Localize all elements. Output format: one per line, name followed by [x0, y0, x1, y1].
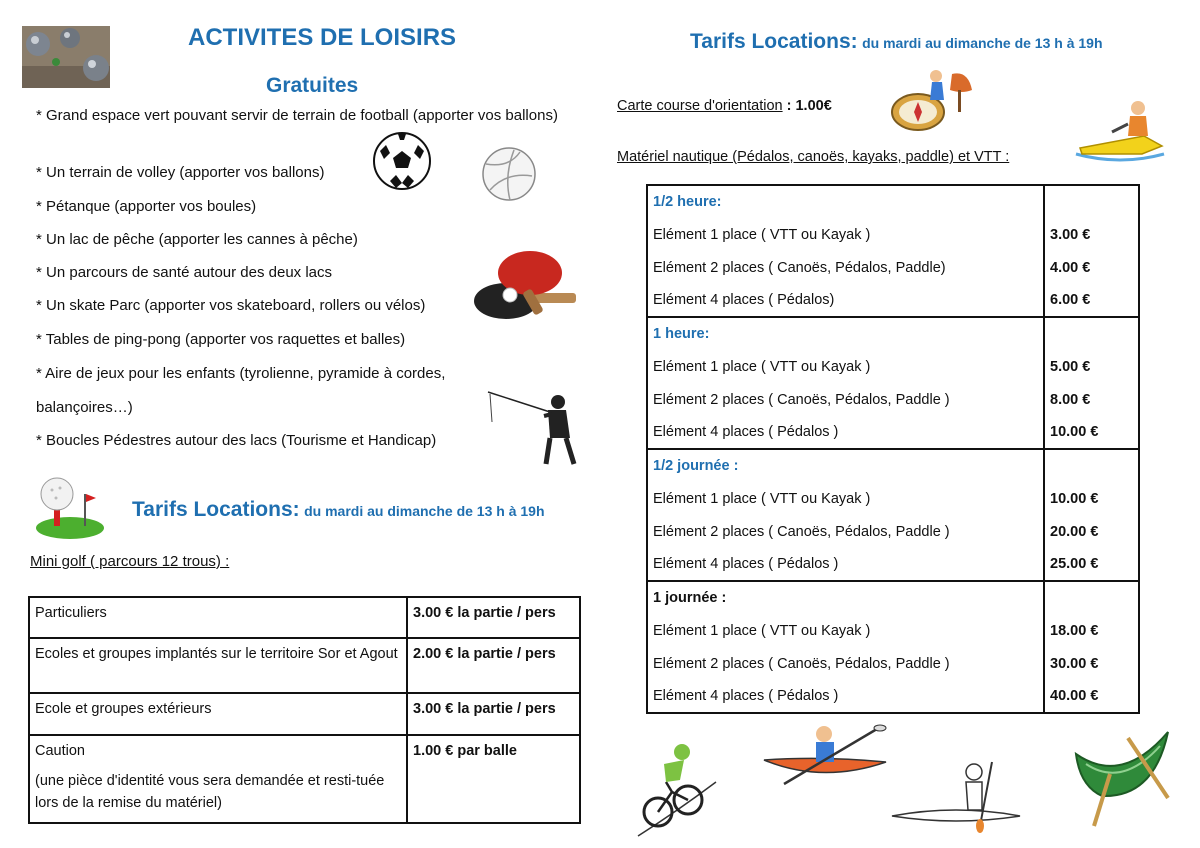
section-title-gratuites: Gratuites: [266, 74, 359, 97]
table-cell-empty: [1044, 581, 1139, 614]
table-cell-label: Elément 1 place ( VTT ou Kayak ): [647, 350, 1044, 383]
table-cell-price: 20.00 €: [1044, 515, 1139, 548]
table-cell-label: Elément 1 place ( VTT ou Kayak ): [647, 614, 1044, 647]
table-cell-label: Elément 1 place ( VTT ou Kayak ): [647, 482, 1044, 515]
table-row: [647, 251, 1139, 284]
table-cell-price: 25.00 €: [1044, 548, 1139, 581]
table-row: [29, 693, 580, 735]
caution-label: Caution: [35, 743, 85, 759]
table-cell-price: 3.00 €: [1044, 218, 1139, 251]
soccer-ball-icon: [372, 131, 432, 191]
list-item: * Un terrain de volley (apporter vos ballons): [36, 164, 325, 181]
nautique-table: [646, 184, 1140, 714]
table-cell-empty: [1044, 449, 1139, 482]
minigolf-table: [28, 596, 581, 824]
orientation-line: [617, 98, 832, 114]
table-cell-label: Elément 4 places ( Pédalos ): [647, 416, 1044, 449]
table-cell-price: 18.00 €: [1044, 614, 1139, 647]
golf-icon: [34, 476, 106, 540]
orientation-compass-icon: [888, 64, 978, 132]
tarifs-title: Tarifs Locations:: [132, 498, 300, 521]
list-item: * Grand espace vert pouvant servir de terrain de football (apporter vos ballons): [36, 107, 558, 124]
table-cell-label: Elément 2 places ( Canoës, Pédalos, Paddle ): [647, 647, 1044, 680]
table-row: [647, 680, 1139, 713]
table-row: [647, 317, 1139, 350]
table-cell-price: 2.00 € la partie / pers: [407, 638, 580, 693]
table-cell-price: 4.00 €: [1044, 251, 1139, 284]
duration-header: 1 heure:: [647, 317, 1044, 350]
table-row: [647, 482, 1139, 515]
paddle-icon: [888, 760, 1024, 834]
canoe-icon: [1072, 730, 1176, 828]
table-row: [29, 638, 580, 693]
table-cell-price: 8.00 €: [1044, 383, 1139, 416]
table-row: [29, 735, 580, 823]
table-cell-price: 1.00 € par balle: [407, 735, 580, 823]
list-item: * Boucles Pédestres autour des lacs (Tourisme et Handicap): [36, 432, 437, 449]
table-row: [647, 416, 1139, 449]
list-item: balançoires…): [36, 399, 133, 416]
kayak-icon: [762, 722, 888, 788]
orientation-price: : 1.00€: [786, 98, 832, 114]
table-row: [647, 284, 1139, 317]
table-cell-empty: [1044, 185, 1139, 218]
table-cell-label: Elément 4 places ( Pédalos ): [647, 548, 1044, 581]
table-cell-price: 10.00 €: [1044, 416, 1139, 449]
table-row: [29, 597, 580, 638]
table-cell-label: Elément 4 places ( Pédalos ): [647, 680, 1044, 713]
jet-ski-icon: [1072, 96, 1168, 166]
table-row: [647, 218, 1139, 251]
table-row: [647, 383, 1139, 416]
fisherman-icon: [486, 386, 580, 466]
table-cell-price: 6.00 €: [1044, 284, 1139, 317]
list-item: * Un parcours de santé autour des deux lacs: [36, 264, 333, 281]
list-item: * Un skate Parc (apporter vos skateboard, rollers ou vélos): [36, 297, 426, 314]
duration-header: 1 journée :: [647, 581, 1044, 614]
table-row: [647, 647, 1139, 680]
table-row: [647, 515, 1139, 548]
petanque-icon: [22, 26, 110, 88]
table-cell-price: 40.00 €: [1044, 680, 1139, 713]
tarifs-hours: du mardi au dimanche de 13 h à 19h: [304, 503, 545, 519]
tarifs-heading-right: [690, 30, 1103, 54]
tarifs-hours: du mardi au dimanche de 13 h à 19h: [862, 35, 1103, 51]
table-row: [647, 350, 1139, 383]
list-item: * Un lac de pêche (apporter les cannes à pêche): [36, 231, 358, 248]
list-item: * Aire de jeux pour les enfants (tyrolienne, pyramide à cordes,: [36, 365, 446, 382]
list-item: * Tables de ping-pong (apporter vos raquettes et balles): [36, 331, 406, 348]
table-cell-label: Elément 1 place ( VTT ou Kayak ): [647, 218, 1044, 251]
caution-note: (une pièce d'identité vous sera demandée et resti-tuée lors de la remise du matériel): [35, 773, 385, 811]
duration-header: 1/2 heure:: [647, 185, 1044, 218]
table-cell-price: 5.00 €: [1044, 350, 1139, 383]
table-cell-label: Elément 2 places ( Canoës, Pédalos, Paddle): [647, 251, 1044, 284]
nautique-label: Matériel nautique (Pédalos, canoës, kayaks, paddle) et VTT :: [617, 149, 1010, 165]
table-cell-label: [29, 735, 407, 823]
table-cell-label: Ecoles et groupes implantés sur le territoire Sor et Agout: [29, 638, 407, 693]
table-cell-price: 3.00 € la partie / pers: [407, 693, 580, 735]
table-row: [647, 449, 1139, 482]
table-row: [647, 614, 1139, 647]
orientation-label: Carte course d'orientation: [617, 98, 783, 114]
table-cell-label: Elément 2 places ( Canoës, Pédalos, Paddle ): [647, 515, 1044, 548]
minigolf-label: Mini golf ( parcours 12 trous) :: [30, 553, 230, 570]
volleyball-icon: [480, 146, 538, 202]
page-title: ACTIVITES DE LOISIRS: [188, 24, 457, 51]
cyclist-icon: [636, 742, 720, 838]
table-cell-label: Ecole et groupes extérieurs: [29, 693, 407, 735]
table-cell-price: 3.00 € la partie / pers: [407, 597, 580, 638]
table-row: [647, 581, 1139, 614]
table-cell-empty: [1044, 317, 1139, 350]
list-item: * Pétanque (apporter vos boules): [36, 198, 257, 215]
table-cell-label: Elément 4 places ( Pédalos): [647, 284, 1044, 317]
tarifs-heading-left: [132, 498, 545, 522]
table-row: [647, 185, 1139, 218]
table-cell-label: Elément 2 places ( Canoës, Pédalos, Paddle ): [647, 383, 1044, 416]
table-cell-price: 30.00 €: [1044, 647, 1139, 680]
tarifs-title: Tarifs Locations:: [690, 30, 858, 53]
duration-header: 1/2 journée :: [647, 449, 1044, 482]
table-row: [647, 548, 1139, 581]
table-cell-price: 10.00 €: [1044, 482, 1139, 515]
ping-pong-icon: [470, 247, 582, 325]
table-cell-label: Particuliers: [29, 597, 407, 638]
